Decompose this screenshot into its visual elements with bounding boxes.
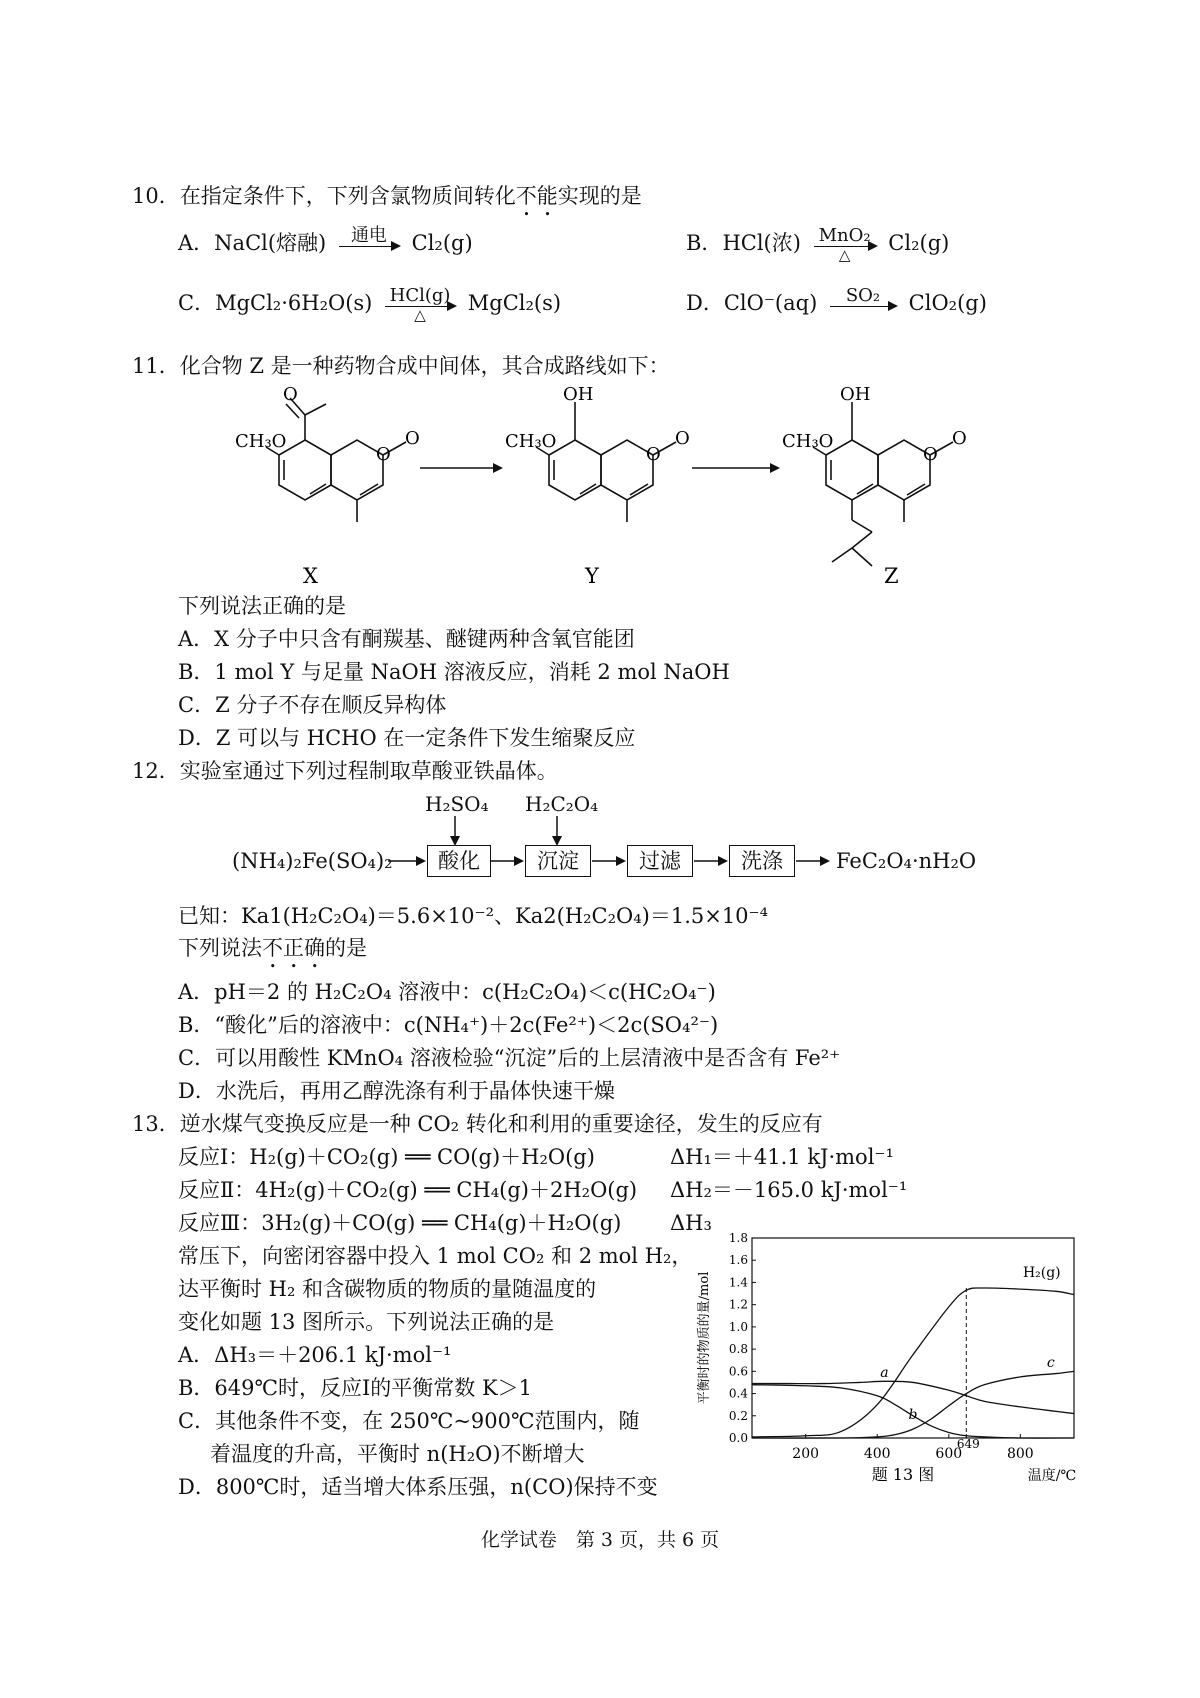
y-ring-o-label: O <box>646 444 661 465</box>
q12-option-a: A．pH＝2 的 H₂C₂O₄ 溶液中：c(H₂C₂O₄)＜c(HC₂O₄⁻) <box>178 980 716 1004</box>
flow-start: (NH₄)₂Fe(SO₄)₂ <box>232 849 393 873</box>
x-tick-label: 400 <box>863 1446 891 1462</box>
y-tick-label: 0.0 <box>728 1431 748 1445</box>
z-oh-label: OH <box>840 384 871 405</box>
q10-option-b <box>686 226 949 263</box>
q13-condition-1: 常压下，向密闭容器中投入 1 mol CO₂ 和 2 mol H₂， <box>178 1244 693 1268</box>
y-tick-label: 0.2 <box>728 1408 748 1423</box>
equilibrium-chart <box>690 1230 1090 1530</box>
q12-known: 已知：Ka1(H₂C₂O₄)＝5.6×10⁻²、Ka2(H₂C₂O₄)＝1.5×10⁻⁴ <box>178 904 769 928</box>
synthesis-route <box>0 380 1200 590</box>
q10-option-c <box>178 286 561 323</box>
q13-condition-3: 变化如题 13 图所示。下列说法正确的是 <box>178 1310 555 1334</box>
q10-stem-end: 实现的是 <box>557 184 642 208</box>
x-tick-label: 600 <box>935 1446 963 1462</box>
q12-question-text: 下列说法 <box>178 936 262 960</box>
y-tick-label: 1.0 <box>728 1319 748 1334</box>
arrow-heat: △ <box>838 246 851 264</box>
product: MgCl₂(s) <box>467 291 562 315</box>
q13-condition-2: 达平衡时 H₂ 和含碳物质的物质的量随温度的 <box>178 1277 597 1301</box>
q10-option-d <box>686 286 987 323</box>
y-tick-label: 1.6 <box>728 1253 748 1268</box>
option-label: B． <box>686 231 723 255</box>
page-footer: 化学试卷 第 3 页，共 6 页 <box>480 1529 720 1551</box>
x-ketone-o-label: O <box>283 384 298 405</box>
arrow-heat: △ <box>414 306 426 324</box>
x-tick-label: 649 <box>956 1437 980 1451</box>
q13-stem: 13．逆水煤气变换反应是一种 CO₂ 转化和利用的重要途径，发生的反应有 <box>132 1112 823 1136</box>
y-tick-label: 0.4 <box>728 1386 748 1401</box>
q11-question: 下列说法正确的是 <box>178 594 346 618</box>
q11-option-c: C．Z 分子不存在顺反异构体 <box>178 693 447 717</box>
z-methoxy-label: CH₃O <box>782 431 834 452</box>
q11-stem: 11．化合物 Z 是一种药物合成中间体，其合成路线如下： <box>132 354 670 378</box>
z-ring-o-label: O <box>923 444 938 465</box>
step-precipitate: 沉淀 <box>525 845 591 877</box>
q13-option-b: B．649℃时，反应Ⅰ的平衡常数 K＞1 <box>178 1376 533 1400</box>
q13-option-c-1: C．其他条件不变，在 250℃~900℃范围内，随 <box>178 1409 640 1433</box>
x-tick-label: 200 <box>792 1446 820 1462</box>
label-x: X <box>303 564 318 588</box>
reactant: ClO⁻(aq) <box>723 291 818 315</box>
product: Cl₂(g) <box>411 231 473 255</box>
chart-caption: 题 13 图 <box>871 1465 935 1484</box>
z-carbonyl-o-label: O <box>952 428 967 449</box>
reagent-h2so4: H₂SO₄ <box>425 792 489 816</box>
series-line-c <box>752 1371 1074 1438</box>
step-acidify: 酸化 <box>427 845 491 877</box>
reactant: MgCl₂·6H₂O(s) <box>215 291 373 315</box>
label-z: Z <box>884 564 899 588</box>
series-label: b <box>908 1407 918 1424</box>
option-label: A． <box>178 231 215 255</box>
x-methoxy-label: CH₃O <box>235 431 287 452</box>
reaction-1-dh: ΔH₁＝＋41.1 kJ·mol⁻¹ <box>670 1145 894 1169</box>
reaction-3: 反应Ⅲ：3H₂(g)＋CO(g) ══ CH₄(g)＋H₂O(g) <box>178 1211 622 1235</box>
flow-arrows <box>0 816 1200 876</box>
q13-option-c-2: 着温度的升高，平衡时 n(H₂O)不断增大 <box>210 1442 585 1466</box>
reaction-arrow <box>385 286 455 323</box>
y-tick-label: 0.6 <box>728 1364 748 1379</box>
product: Cl₂(g) <box>888 231 950 255</box>
reaction-2: 反应Ⅱ：4H₂(g)＋CO₂(g) ══ CH₄(g)＋2H₂O(g) <box>178 1178 638 1202</box>
reaction-arrow <box>339 226 399 263</box>
reactant: HCl(浓) <box>722 231 801 255</box>
series-label: H₂(g) <box>1022 1264 1061 1281</box>
q10-emphasis: 不能 <box>515 184 558 208</box>
q11-option-a: A．X 分子中只含有酮羰基、醚键两种含氧官能团 <box>178 627 635 651</box>
reaction-3-dh: ΔH₃ <box>670 1211 712 1235</box>
y-axis-label: 平衡时的物质的量/mol <box>697 1271 712 1405</box>
series-label: c <box>1046 1354 1055 1371</box>
y-methoxy-label: CH₃O <box>505 431 557 452</box>
reactant: NaCl(熔融) <box>214 231 327 255</box>
q10-stem-text: 10．在指定条件下，下列含氯物质间转化 <box>132 184 516 208</box>
reaction-arrow <box>830 286 896 323</box>
reaction-arrow <box>814 226 876 263</box>
arrow-condition: MnO₂ <box>818 225 871 246</box>
x-tick-label: 800 <box>1006 1446 1034 1462</box>
x-carbonyl-o-label: O <box>405 428 420 449</box>
molecule-z <box>813 402 953 566</box>
y-tick-label: 1.4 <box>728 1275 748 1290</box>
q10-option-a <box>178 226 473 263</box>
reagent-h2c2o4: H₂C₂O₄ <box>525 792 599 816</box>
product: ClO₂(g) <box>908 291 987 315</box>
option-label: D． <box>686 291 724 315</box>
reaction-2-dh: ΔH₂＝－165.0 kJ·mol⁻¹ <box>670 1178 908 1202</box>
reaction-1: 反应Ⅰ：H₂(g)＋CO₂(g) ══ CO(g)＋H₂O(g) <box>178 1145 595 1169</box>
q12-option-b: B．“酸化”后的溶液中：c(NH₄⁺)＋2c(Fe²⁺)＜2c(SO₄²⁻) <box>178 1013 719 1037</box>
q11-option-b: B．1 mol Y 与足量 NaOH 溶液反应，消耗 2 mol NaOH <box>178 660 730 684</box>
q12-question <box>178 934 367 973</box>
y-tick-label: 1.8 <box>728 1231 748 1245</box>
arrow-condition: HCl(g) <box>389 285 451 306</box>
q11-option-d: D．Z 可以与 HCHO 在一定条件下发生缩聚反应 <box>178 726 636 750</box>
q12-emphasis: 不正确 <box>262 936 325 960</box>
arrow-condition: 通电 <box>350 225 387 246</box>
y-oh-label: OH <box>563 384 594 405</box>
flow-product: FeC₂O₄·nH₂O <box>836 849 977 873</box>
option-label: C． <box>178 291 216 315</box>
arrow-condition: SO₂ <box>845 285 881 306</box>
q12-option-d: D．水洗后，再用乙醇洗涤有利于晶体快速干燥 <box>178 1079 615 1103</box>
q13-option-a: A．ΔH₃＝＋206.1 kJ·mol⁻¹ <box>178 1343 452 1367</box>
q12-question-end: 的是 <box>325 936 367 960</box>
y-tick-label: 1.2 <box>728 1297 748 1312</box>
q13-option-d: D．800℃时，适当增大体系压强，n(CO)保持不变 <box>178 1475 658 1499</box>
q12-stem: 12．实验室通过下列过程制取草酸亚铁晶体。 <box>132 759 558 783</box>
q12-option-c: C．可以用酸性 KMnO₄ 溶液检验“沉淀”后的上层清液中是否含有 Fe²⁺ <box>178 1046 841 1070</box>
x-ring-o-label: O <box>376 444 391 465</box>
label-y: Y <box>585 564 599 588</box>
y-tick-label: 0.8 <box>728 1342 748 1357</box>
q10-stem <box>132 182 642 221</box>
y-carbonyl-o-label: O <box>675 428 690 449</box>
x-axis-label: 温度/℃ <box>1027 1468 1077 1484</box>
step-wash: 洗涤 <box>729 845 795 877</box>
step-filter: 过滤 <box>627 845 693 877</box>
series-label: a <box>880 1364 889 1381</box>
